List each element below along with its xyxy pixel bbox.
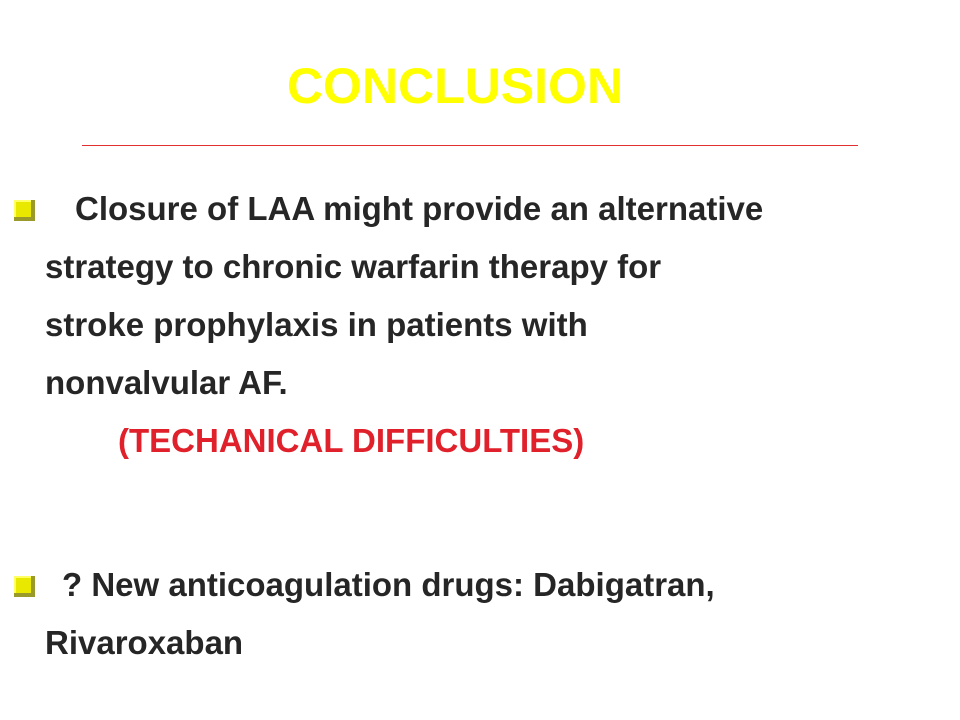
bullet-text-line: Closure of LAA might provide an alternative (75, 190, 764, 227)
bullet-text-line: strategy to chronic warfarin therapy for (45, 248, 662, 285)
square-bullet-icon (14, 576, 35, 597)
bullet-text-line: nonvalvular AF. (45, 364, 288, 401)
title-divider (82, 145, 858, 146)
bullet-text-line: stroke prophylaxis in patients with (45, 306, 588, 343)
square-bullet-icon (14, 200, 35, 221)
difficulties-note: (TECHANICAL DIFFICULTIES) (118, 422, 585, 459)
slide-title: CONCLUSION (286, 58, 624, 114)
bullet-text-line: Rivaroxaban (45, 624, 244, 661)
bullet-text-line: ? New anticoagulation drugs: Dabigatran, (62, 566, 715, 603)
